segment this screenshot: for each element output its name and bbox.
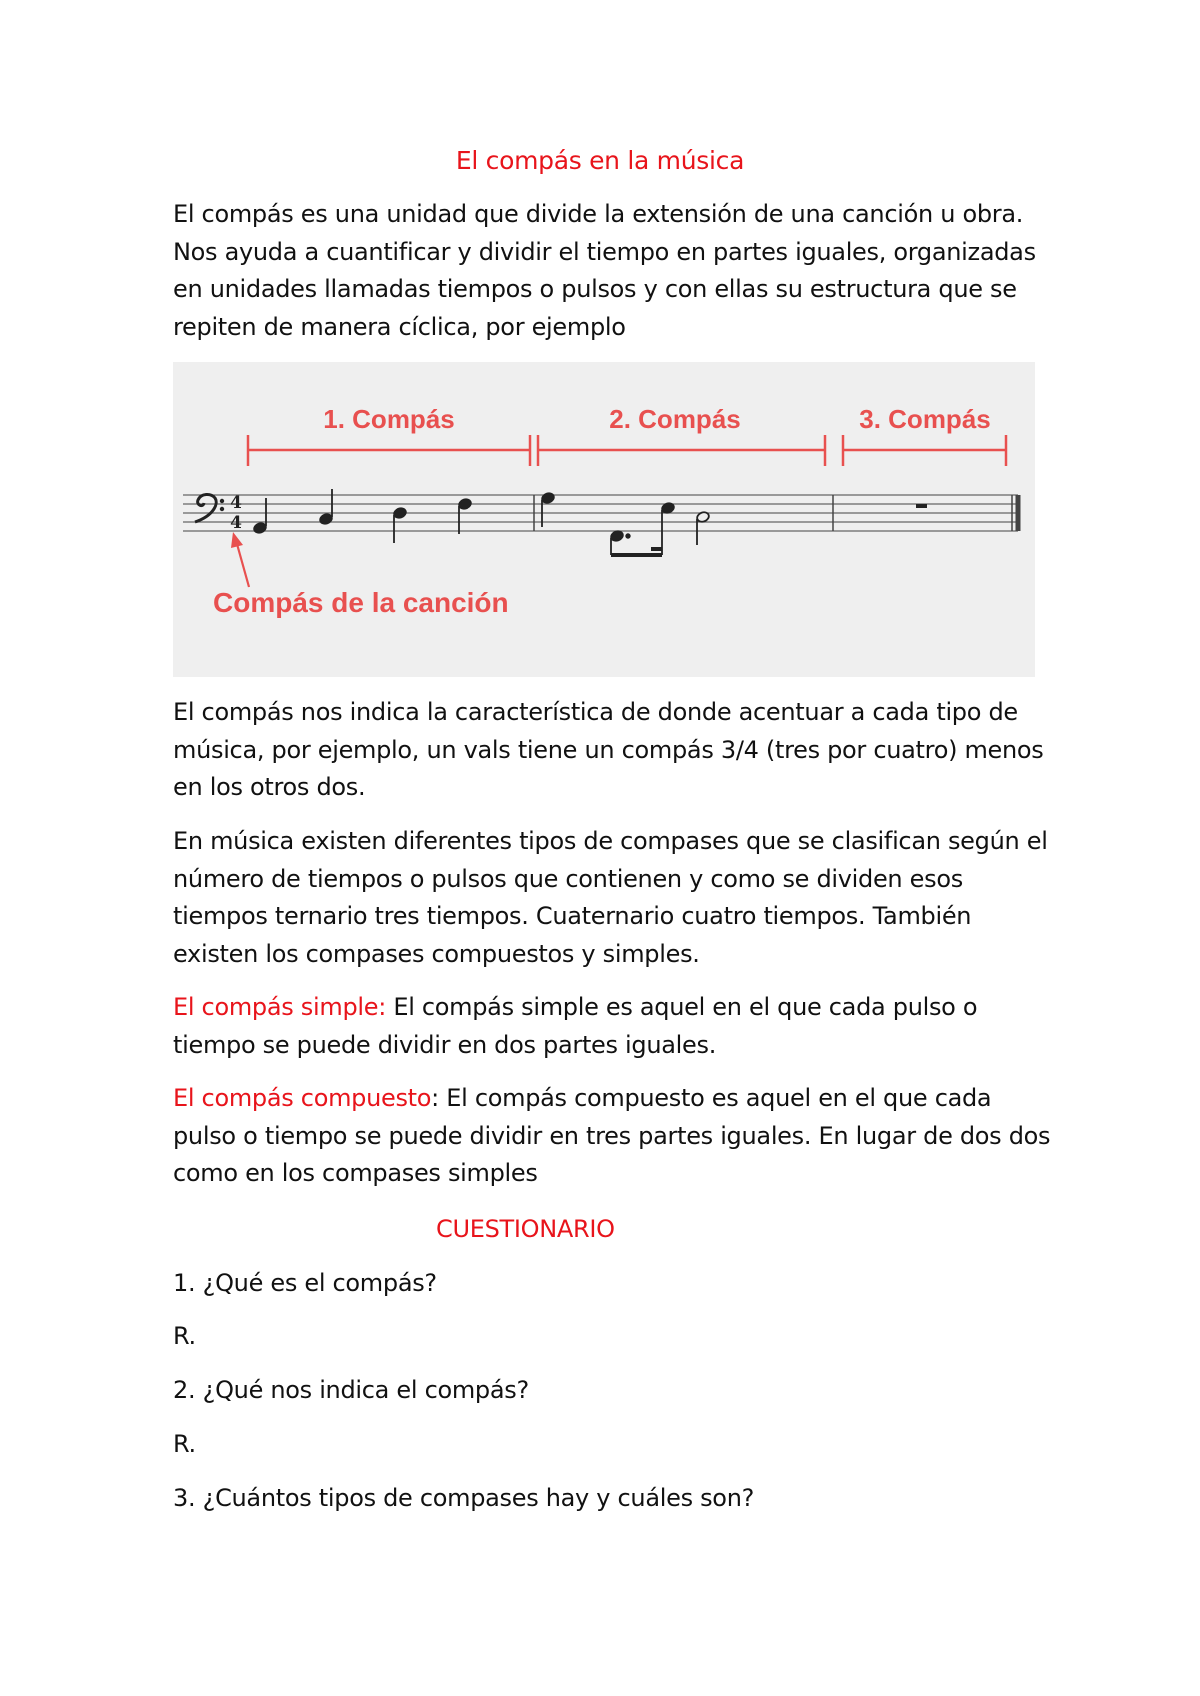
question-3: 3. ¿Cuántos tipos de compases hay y cuáles son? [173, 1484, 755, 1512]
time-signature-bottom: 4 [230, 513, 242, 533]
notes-measure-1 [253, 489, 472, 543]
intro-paragraph: El compás es una unidad que divide la extensión de una canción u obra. Nos ayuda a cuantificar y dividir el tiempo en partes iguales, organizadas en unidades llamadas tiempos o pulsos y con ellas su estructura que se repiten de manera cíclica, por ejemplo [173, 200, 1036, 341]
answer-1: R. [173, 1322, 196, 1350]
bass-clef-icon [195, 494, 224, 522]
paragraph-compuesto [173, 1080, 1053, 1193]
question-2: 2. ¿Qué nos indica el compás? [173, 1376, 529, 1404]
notes-measure-2 [541, 492, 710, 555]
callout-label: Compás de la canción [213, 587, 509, 618]
simple-text: El compás simple es aquel en el que cada pulso o tiempo se puede dividir en dos partes iguales. [173, 993, 978, 1059]
measure-brackets [248, 435, 1006, 466]
staff-lines [183, 495, 1018, 531]
measure-label-3: 3. Compás [859, 404, 991, 434]
compuesto-text: : El compás compuesto es aquel en el que cada pulso o tiempo se puede dividir en tres partes iguales. En lugar de dos dos como en los compases simples [173, 1084, 1051, 1187]
answer-2: R. [173, 1430, 196, 1458]
whole-rest [916, 504, 927, 508]
questionnaire-heading: CUESTIONARIO [436, 1215, 615, 1243]
measure-label-2: 2. Compás [609, 404, 741, 434]
measure-figure [173, 362, 1035, 677]
simple-label: El compás simple: [173, 993, 386, 1021]
measure-label-1: 1. Compás [323, 404, 455, 434]
document-title: El compás en la música [455, 146, 745, 175]
question-1: 1. ¿Qué es el compás? [173, 1269, 437, 1297]
paragraph-simple [173, 989, 1053, 1064]
paragraph-types: En música existen diferentes tipos de compases que se clasifican según el número de tiempos o pulsos que contienen y como se dividen esos tiempos ternario tres tiempos. Cuaternario cuatro tiempos. También existen los compases compuestos y simples. [173, 827, 1048, 968]
callout-arrow-icon [231, 532, 249, 587]
time-signature-top: 4 [230, 493, 242, 513]
compuesto-label: El compás compuesto [173, 1084, 432, 1112]
paragraph-accent: El compás nos indica la característica de donde acentuar a cada tipo de música, por ejemplo, un vals tiene un compás 3/4 (tres por cuatro) menos en los otros dos. [173, 698, 1044, 801]
staff-illustration [173, 362, 1035, 677]
